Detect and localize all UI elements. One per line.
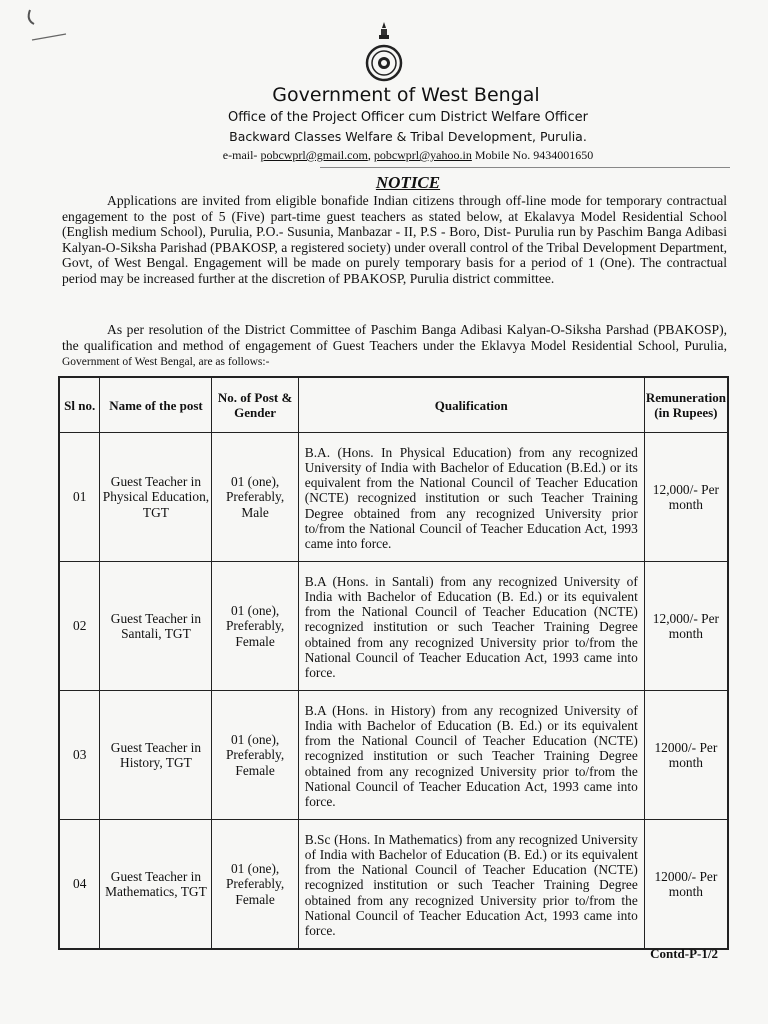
- row-sl: 01: [59, 433, 100, 562]
- table-row: [59, 562, 728, 691]
- email-link-yahoo[interactable]: pobcwprl@yahoo.in: [373, 148, 472, 162]
- row-qualification: B.A. (Hons. In Physical Education) from any recognized University of India with Bachelor of Education (B.Ed.) or its equivalent from the National Council of Teacher Education (NCTE) recognized institution or such Teacher Training Degree obtained from any recognized University prior to/from the National Council of Teacher Education Act, 1993 came into force.: [298, 433, 644, 562]
- header-sl: Sl no.: [59, 377, 100, 433]
- row-remuneration: 12000/- Per month: [644, 820, 728, 950]
- department-title: Backward Classes Welfare & Tribal Development, Purulia.: [229, 129, 587, 144]
- row-remuneration: 12,000/- Per month: [644, 433, 728, 562]
- government-title: Government of West Bengal: [272, 84, 540, 106]
- row-qualification: B.Sc (Hons. In Mathematics) from any recognized University of India with Bachelor of Education (B. Ed.) or its equivalent from the National Council of Teacher Education (NCTE) recognized institution or such Teacher Training Degree obtained from any recognized University prior to/from the National Council of Teacher Education Act, 1993 came into force.: [298, 820, 644, 950]
- paragraph-2-tail: Government of West Bengal, are as follows:-: [62, 356, 270, 369]
- row-sl: 03: [59, 691, 100, 820]
- row-post-name: Guest Teacher in History, TGT: [100, 691, 212, 820]
- email-label: e-mail-: [222, 148, 258, 162]
- contact-line: [0, 148, 768, 163]
- notice-title: NOTICE: [375, 173, 441, 192]
- table-row: [59, 691, 728, 820]
- west-bengal-emblem-icon: [364, 20, 404, 86]
- row-sl: 02: [59, 562, 100, 691]
- email-separator: ,: [367, 148, 371, 162]
- row-post-name: Guest Teacher in Physical Education, TGT: [100, 433, 212, 562]
- row-posts-gender: 01 (one), Preferably, Female: [212, 820, 298, 950]
- notice-paragraph-1: Applications are invited from eligible bonafide Indian citizens through off-line mode for temporary contractual engagement to the post of 5 (Five) part-time guest teachers as stated below, at Ekalavya Model Residential School (English medium School), Purulia, P.O.- Susunia, Manbazar - II, P.S - Boro, Dist- Purulia run by Paschim Banga Adibasi Kalyan-O-Siksha Parishad (PBAKOSP, a registered society) under overall control of the Tribal Development Department, Govt, of West Bengal. Engagement will be made on purely temporary basis for a period of 1 (One). The contractual period may be increased further at the discretion of PBAKOSP, Purulia district committee.: [62, 193, 727, 286]
- paragraph-2-text: As per resolution of the District Committee of Paschim Banga Adibasi Kalyan-O-Siksha Parshad (PBAKOSP), the qualification and method of engagement of Guest Teachers under the Eklavya Model Residential School, Purulia,: [62, 322, 727, 353]
- row-posts-gender: 01 (one), Preferably, Female: [212, 562, 298, 691]
- row-remuneration: 12,000/- Per month: [644, 562, 728, 691]
- table-row: [59, 433, 728, 562]
- row-qualification: B.A (Hons. in Santali) from any recognized University of India with Bachelor of Education (B. Ed.) or its equivalent from the National Council of Teacher Education (NCTE) recognized institution or such Teacher Training Degree obtained from any recognized University prior to/from the National Council of Teacher Education Act, 1993 came into force.: [298, 562, 644, 691]
- continued-marker: Contd-P-1/2: [650, 946, 718, 961]
- pen-mark: [22, 4, 82, 44]
- office-title: Office of the Project Officer cum District Welfare Officer: [228, 110, 588, 125]
- notice-paragraph-2: [62, 322, 727, 371]
- row-posts-gender: 01 (one), Preferably, Male: [212, 433, 298, 562]
- posts-table: [58, 376, 729, 950]
- header-remuneration: Remuneration (in Rupees): [644, 377, 728, 433]
- row-posts-gender: 01 (one), Preferably, Female: [212, 691, 298, 820]
- email-link-gmail[interactable]: pobcwprl@gmail.com: [260, 148, 368, 162]
- header-divider: [320, 167, 730, 168]
- row-qualification: B.A (Hons. in History) from any recognized University of India with Bachelor of Education (B. Ed.) or its equivalent from the National Council of Teacher Education (NCTE) recognized institution or such Teacher Training Degree obtained from any recognized University prior to/from the National Council of Teacher Education Act, 1993 came into force.: [298, 691, 644, 820]
- row-post-name: Guest Teacher in Santali, TGT: [100, 562, 212, 691]
- row-remuneration: 12000/- Per month: [644, 691, 728, 820]
- row-post-name: Guest Teacher in Mathematics, TGT: [100, 820, 212, 950]
- table-row: [59, 820, 728, 950]
- table-header-row: [59, 377, 728, 433]
- header-name: Name of the post: [100, 377, 212, 433]
- header-qualification: Qualification: [298, 377, 644, 433]
- mobile-number: Mobile No. 9434001650: [474, 148, 594, 162]
- header-posts: No. of Post & Gender: [212, 377, 298, 433]
- row-sl: 04: [59, 820, 100, 950]
